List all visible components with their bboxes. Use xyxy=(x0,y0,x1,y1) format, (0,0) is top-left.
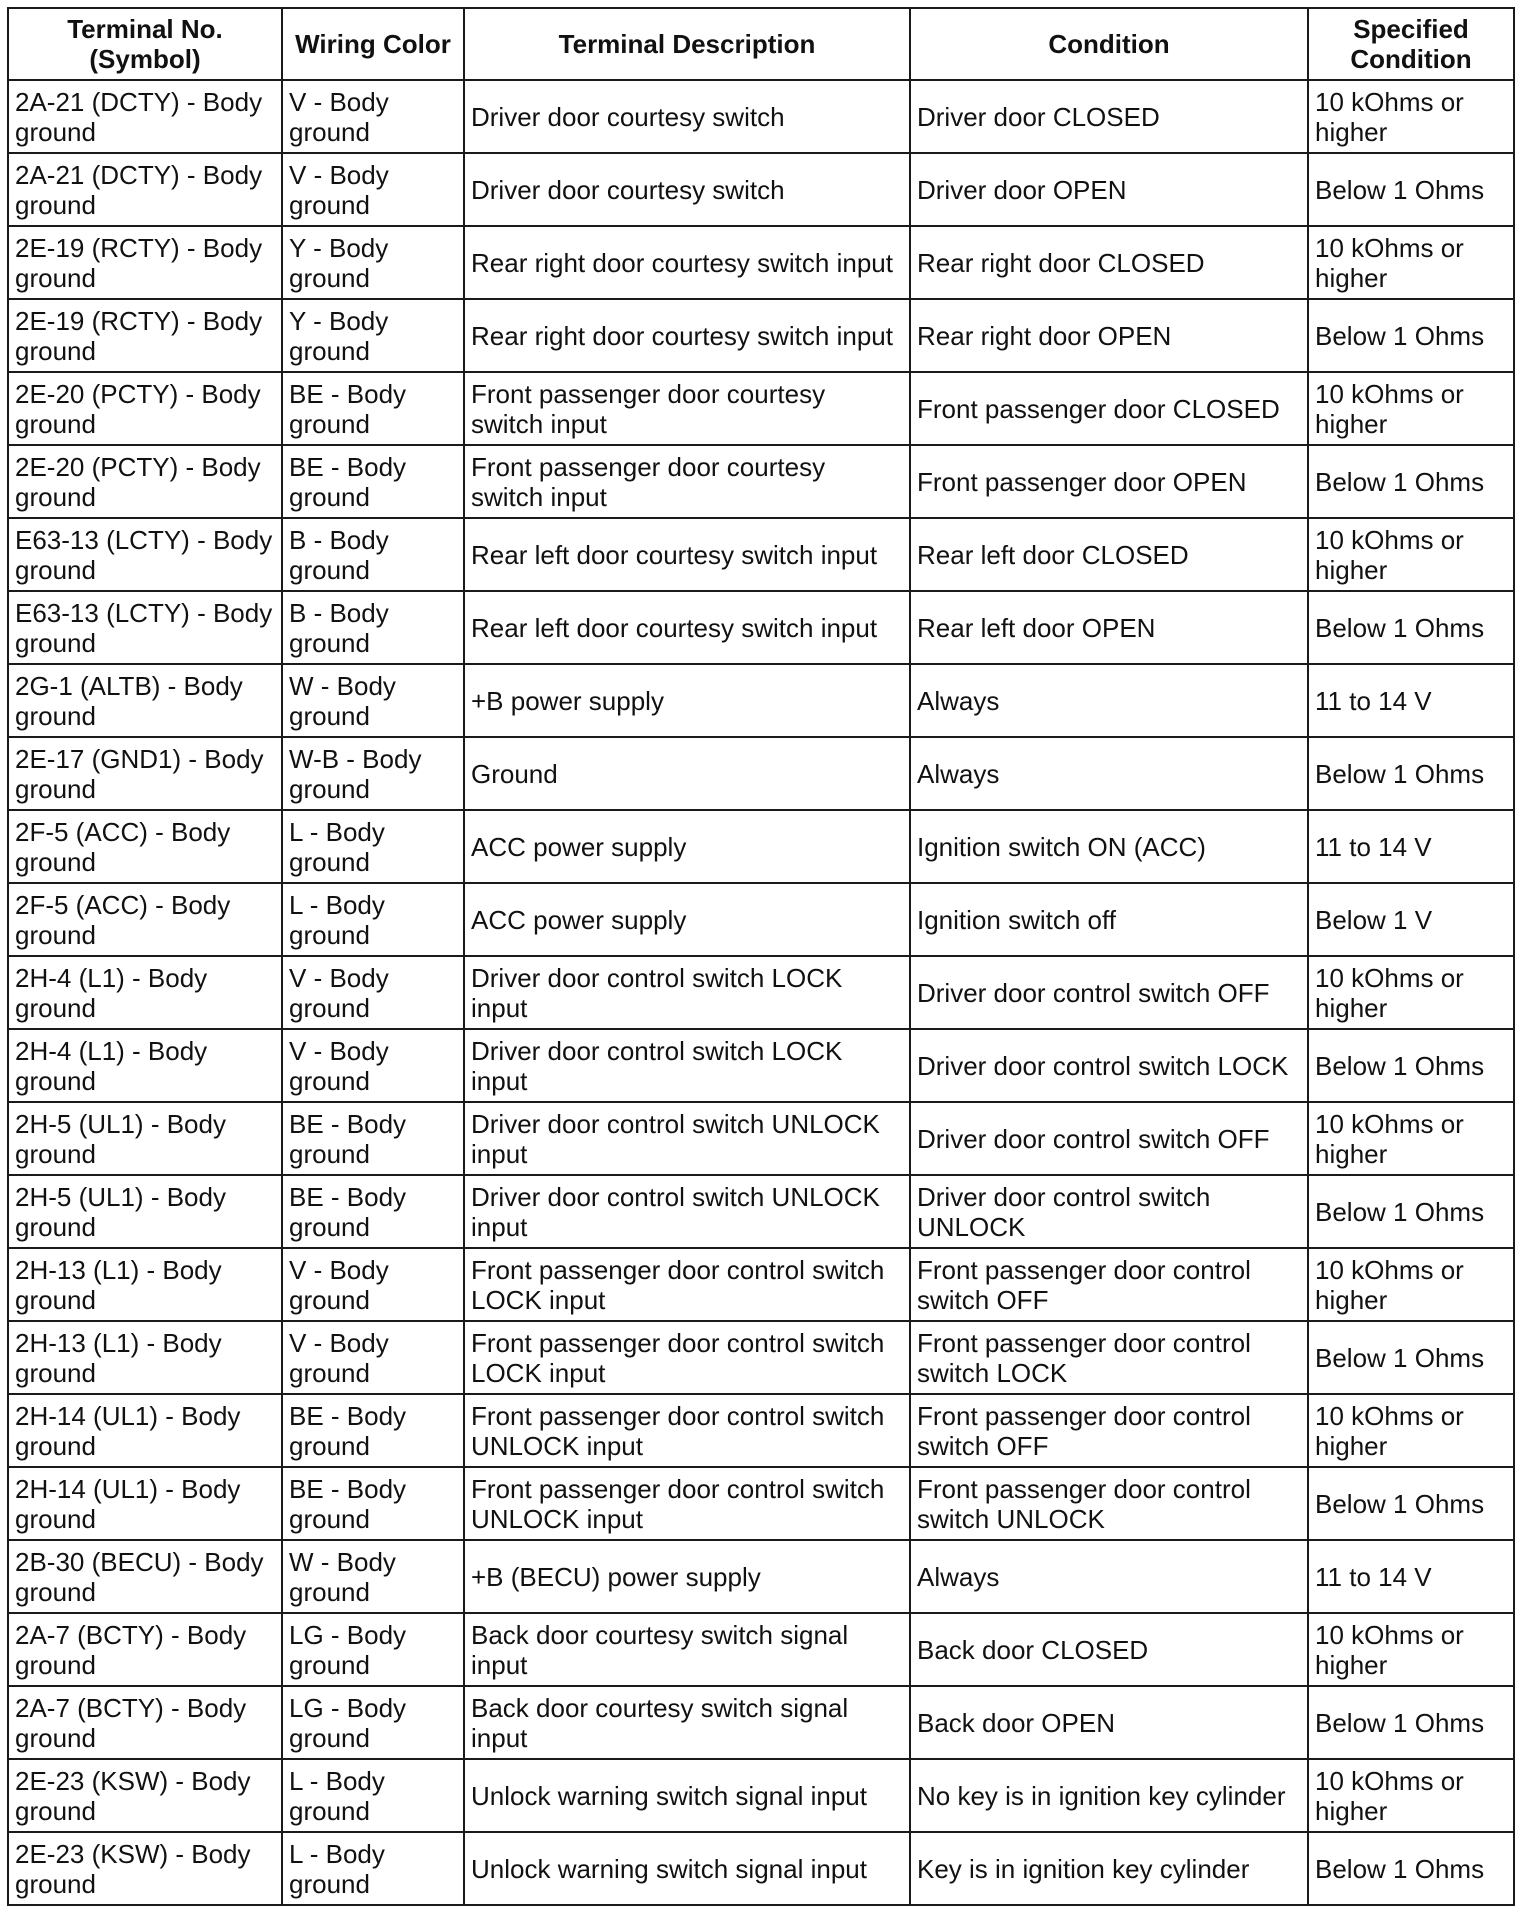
condition-cell: Rear right door CLOSED xyxy=(910,226,1308,299)
terminal-cell: 2B-30 (BECU) - Body ground xyxy=(8,1540,282,1613)
terminal-cell: 2H-14 (UL1) - Body ground xyxy=(8,1394,282,1467)
specified-condition-cell: 10 kOhms or higher xyxy=(1308,1102,1514,1175)
condition-cell: Ignition switch off xyxy=(910,883,1308,956)
wiring-color-cell: V - Body ground xyxy=(282,153,464,226)
specified-condition-cell: 10 kOhms or higher xyxy=(1308,1759,1514,1832)
description-cell: +B power supply xyxy=(464,664,910,737)
description-cell: ACC power supply xyxy=(464,810,910,883)
description-cell: Unlock warning switch signal input xyxy=(464,1832,910,1905)
specified-condition-cell: Below 1 Ohms xyxy=(1308,1175,1514,1248)
condition-cell: Driver door CLOSED xyxy=(910,80,1308,153)
condition-cell: Driver door control switch UNLOCK xyxy=(910,1175,1308,1248)
terminal-cell: 2H-4 (L1) - Body ground xyxy=(8,1029,282,1102)
condition-cell: Front passenger door control switch LOCK xyxy=(910,1321,1308,1394)
wiring-color-cell: B - Body ground xyxy=(282,591,464,664)
terminal-cell: 2E-23 (KSW) - Body ground xyxy=(8,1759,282,1832)
table-row xyxy=(8,956,1514,1029)
table-row xyxy=(8,153,1514,226)
condition-cell: Rear left door CLOSED xyxy=(910,518,1308,591)
wiring-color-cell: V - Body ground xyxy=(282,956,464,1029)
table-row xyxy=(8,1248,1514,1321)
table-row xyxy=(8,1613,1514,1686)
specified-condition-cell: Below 1 Ohms xyxy=(1308,1029,1514,1102)
condition-cell: Rear left door OPEN xyxy=(910,591,1308,664)
specified-condition-cell: 10 kOhms or higher xyxy=(1308,372,1514,445)
specified-condition-cell: Below 1 V xyxy=(1308,883,1514,956)
wiring-color-cell: L - Body ground xyxy=(282,1832,464,1905)
description-cell: Unlock warning switch signal input xyxy=(464,1759,910,1832)
wiring-color-cell: W - Body ground xyxy=(282,1540,464,1613)
table-row xyxy=(8,1321,1514,1394)
specified-condition-cell: Below 1 Ohms xyxy=(1308,591,1514,664)
table-row xyxy=(8,445,1514,518)
condition-cell: No key is in ignition key cylinder xyxy=(910,1759,1308,1832)
condition-cell: Back door OPEN xyxy=(910,1686,1308,1759)
table-row xyxy=(8,299,1514,372)
header-terminal-description: Terminal Description xyxy=(464,8,910,80)
description-cell: Rear left door courtesy switch input xyxy=(464,591,910,664)
terminal-cell: 2E-20 (PCTY) - Body ground xyxy=(8,445,282,518)
wiring-color-cell: BE - Body ground xyxy=(282,372,464,445)
specified-condition-cell: 10 kOhms or higher xyxy=(1308,956,1514,1029)
wiring-color-cell: BE - Body ground xyxy=(282,1175,464,1248)
specified-condition-cell: Below 1 Ohms xyxy=(1308,1321,1514,1394)
wiring-color-cell: Y - Body ground xyxy=(282,299,464,372)
specified-condition-cell: 10 kOhms or higher xyxy=(1308,1394,1514,1467)
description-cell: ACC power supply xyxy=(464,883,910,956)
description-cell: Front passenger door control switch UNLOCK input xyxy=(464,1394,910,1467)
table-row xyxy=(8,737,1514,810)
terminal-cell: 2A-21 (DCTY) - Body ground xyxy=(8,80,282,153)
condition-cell: Always xyxy=(910,1540,1308,1613)
table-row xyxy=(8,591,1514,664)
terminal-cell: 2E-20 (PCTY) - Body ground xyxy=(8,372,282,445)
table-row xyxy=(8,1102,1514,1175)
terminal-cell: 2E-19 (RCTY) - Body ground xyxy=(8,299,282,372)
description-cell: Ground xyxy=(464,737,910,810)
terminal-cell: 2A-21 (DCTY) - Body ground xyxy=(8,153,282,226)
description-cell: Front passenger door control switch LOCK input xyxy=(464,1321,910,1394)
table-row xyxy=(8,1832,1514,1905)
header-wiring-color: Wiring Color xyxy=(282,8,464,80)
terminal-cell: 2H-4 (L1) - Body ground xyxy=(8,956,282,1029)
table-header xyxy=(8,8,1514,80)
description-cell: Driver door control switch UNLOCK input xyxy=(464,1102,910,1175)
condition-cell: Front passenger door OPEN xyxy=(910,445,1308,518)
terminal-cell: E63-13 (LCTY) - Body ground xyxy=(8,591,282,664)
specified-condition-cell: 10 kOhms or higher xyxy=(1308,1613,1514,1686)
terminal-cell: 2H-14 (UL1) - Body ground xyxy=(8,1467,282,1540)
wiring-color-cell: L - Body ground xyxy=(282,1759,464,1832)
wiring-color-cell: BE - Body ground xyxy=(282,445,464,518)
terminal-cell: 2A-7 (BCTY) - Body ground xyxy=(8,1686,282,1759)
description-cell: Front passenger door control switch LOCK input xyxy=(464,1248,910,1321)
terminal-cell: 2E-17 (GND1) - Body ground xyxy=(8,737,282,810)
specified-condition-cell: 11 to 14 V xyxy=(1308,1540,1514,1613)
table-row xyxy=(8,883,1514,956)
description-cell: Driver door control switch LOCK input xyxy=(464,1029,910,1102)
table-row xyxy=(8,372,1514,445)
wiring-color-cell: L - Body ground xyxy=(282,883,464,956)
condition-cell: Driver door control switch OFF xyxy=(910,1102,1308,1175)
terminal-cell: 2F-5 (ACC) - Body ground xyxy=(8,883,282,956)
terminal-cell: 2F-5 (ACC) - Body ground xyxy=(8,810,282,883)
table-row xyxy=(8,1686,1514,1759)
terminal-cell: 2G-1 (ALTB) - Body ground xyxy=(8,664,282,737)
table-row xyxy=(8,1467,1514,1540)
description-cell: Back door courtesy switch signal input xyxy=(464,1613,910,1686)
header-specified-condition: Specified Condition xyxy=(1308,8,1514,80)
terminal-inspection-sheet xyxy=(7,7,1513,1906)
specified-condition-cell: Below 1 Ohms xyxy=(1308,299,1514,372)
wiring-color-cell: V - Body ground xyxy=(282,1248,464,1321)
table-row xyxy=(8,1394,1514,1467)
terminal-cell: 2H-5 (UL1) - Body ground xyxy=(8,1175,282,1248)
condition-cell: Back door CLOSED xyxy=(910,1613,1308,1686)
condition-cell: Always xyxy=(910,664,1308,737)
condition-cell: Driver door OPEN xyxy=(910,153,1308,226)
wiring-color-cell: V - Body ground xyxy=(282,80,464,153)
specified-condition-cell: 11 to 14 V xyxy=(1308,810,1514,883)
wiring-color-cell: BE - Body ground xyxy=(282,1394,464,1467)
terminal-cell: 2E-19 (RCTY) - Body ground xyxy=(8,226,282,299)
condition-cell: Front passenger door control switch UNLOCK xyxy=(910,1467,1308,1540)
table-body xyxy=(8,80,1514,1905)
terminal-cell: 2H-13 (L1) - Body ground xyxy=(8,1321,282,1394)
table-row xyxy=(8,1540,1514,1613)
header-condition: Condition xyxy=(910,8,1308,80)
condition-cell: Front passenger door control switch OFF xyxy=(910,1248,1308,1321)
table-row xyxy=(8,80,1514,153)
wiring-color-cell: BE - Body ground xyxy=(282,1467,464,1540)
terminal-cell: 2H-13 (L1) - Body ground xyxy=(8,1248,282,1321)
description-cell: Front passenger door courtesy switch input xyxy=(464,372,910,445)
terminal-cell: 2E-23 (KSW) - Body ground xyxy=(8,1832,282,1905)
terminal-cell: E63-13 (LCTY) - Body ground xyxy=(8,518,282,591)
table-row xyxy=(8,810,1514,883)
wiring-color-cell: V - Body ground xyxy=(282,1029,464,1102)
wiring-color-cell: W-B - Body ground xyxy=(282,737,464,810)
specified-condition-cell: Below 1 Ohms xyxy=(1308,1467,1514,1540)
condition-cell: Always xyxy=(910,737,1308,810)
description-cell: +B (BECU) power supply xyxy=(464,1540,910,1613)
header-terminal: Terminal No. (Symbol) xyxy=(8,8,282,80)
condition-cell: Driver door control switch LOCK xyxy=(910,1029,1308,1102)
condition-cell: Rear right door OPEN xyxy=(910,299,1308,372)
table-row xyxy=(8,664,1514,737)
specified-condition-cell: Below 1 Ohms xyxy=(1308,1686,1514,1759)
wiring-color-cell: W - Body ground xyxy=(282,664,464,737)
condition-cell: Front passenger door CLOSED xyxy=(910,372,1308,445)
table-row xyxy=(8,1029,1514,1102)
terminal-spec-table xyxy=(7,7,1515,1906)
description-cell: Driver door courtesy switch xyxy=(464,153,910,226)
condition-cell: Key is in ignition key cylinder xyxy=(910,1832,1308,1905)
specified-condition-cell: 10 kOhms or higher xyxy=(1308,226,1514,299)
table-row xyxy=(8,1759,1514,1832)
wiring-color-cell: LG - Body ground xyxy=(282,1686,464,1759)
specified-condition-cell: 10 kOhms or higher xyxy=(1308,80,1514,153)
specified-condition-cell: Below 1 Ohms xyxy=(1308,445,1514,518)
description-cell: Back door courtesy switch signal input xyxy=(464,1686,910,1759)
specified-condition-cell: 10 kOhms or higher xyxy=(1308,1248,1514,1321)
description-cell: Front passenger door courtesy switch input xyxy=(464,445,910,518)
table-row xyxy=(8,226,1514,299)
table-row xyxy=(8,518,1514,591)
specified-condition-cell: Below 1 Ohms xyxy=(1308,737,1514,810)
description-cell: Rear left door courtesy switch input xyxy=(464,518,910,591)
description-cell: Driver door control switch LOCK input xyxy=(464,956,910,1029)
wiring-color-cell: B - Body ground xyxy=(282,518,464,591)
specified-condition-cell: Below 1 Ohms xyxy=(1308,1832,1514,1905)
description-cell: Driver door courtesy switch xyxy=(464,80,910,153)
condition-cell: Driver door control switch OFF xyxy=(910,956,1308,1029)
terminal-cell: 2A-7 (BCTY) - Body ground xyxy=(8,1613,282,1686)
wiring-color-cell: Y - Body ground xyxy=(282,226,464,299)
terminal-cell: 2H-5 (UL1) - Body ground xyxy=(8,1102,282,1175)
table-row xyxy=(8,1175,1514,1248)
specified-condition-cell: Below 1 Ohms xyxy=(1308,153,1514,226)
description-cell: Driver door control switch UNLOCK input xyxy=(464,1175,910,1248)
header-row xyxy=(8,8,1514,80)
wiring-color-cell: LG - Body ground xyxy=(282,1613,464,1686)
description-cell: Rear right door courtesy switch input xyxy=(464,226,910,299)
description-cell: Front passenger door control switch UNLOCK input xyxy=(464,1467,910,1540)
description-cell: Rear right door courtesy switch input xyxy=(464,299,910,372)
condition-cell: Front passenger door control switch OFF xyxy=(910,1394,1308,1467)
wiring-color-cell: BE - Body ground xyxy=(282,1102,464,1175)
wiring-color-cell: L - Body ground xyxy=(282,810,464,883)
wiring-color-cell: V - Body ground xyxy=(282,1321,464,1394)
specified-condition-cell: 11 to 14 V xyxy=(1308,664,1514,737)
specified-condition-cell: 10 kOhms or higher xyxy=(1308,518,1514,591)
condition-cell: Ignition switch ON (ACC) xyxy=(910,810,1308,883)
